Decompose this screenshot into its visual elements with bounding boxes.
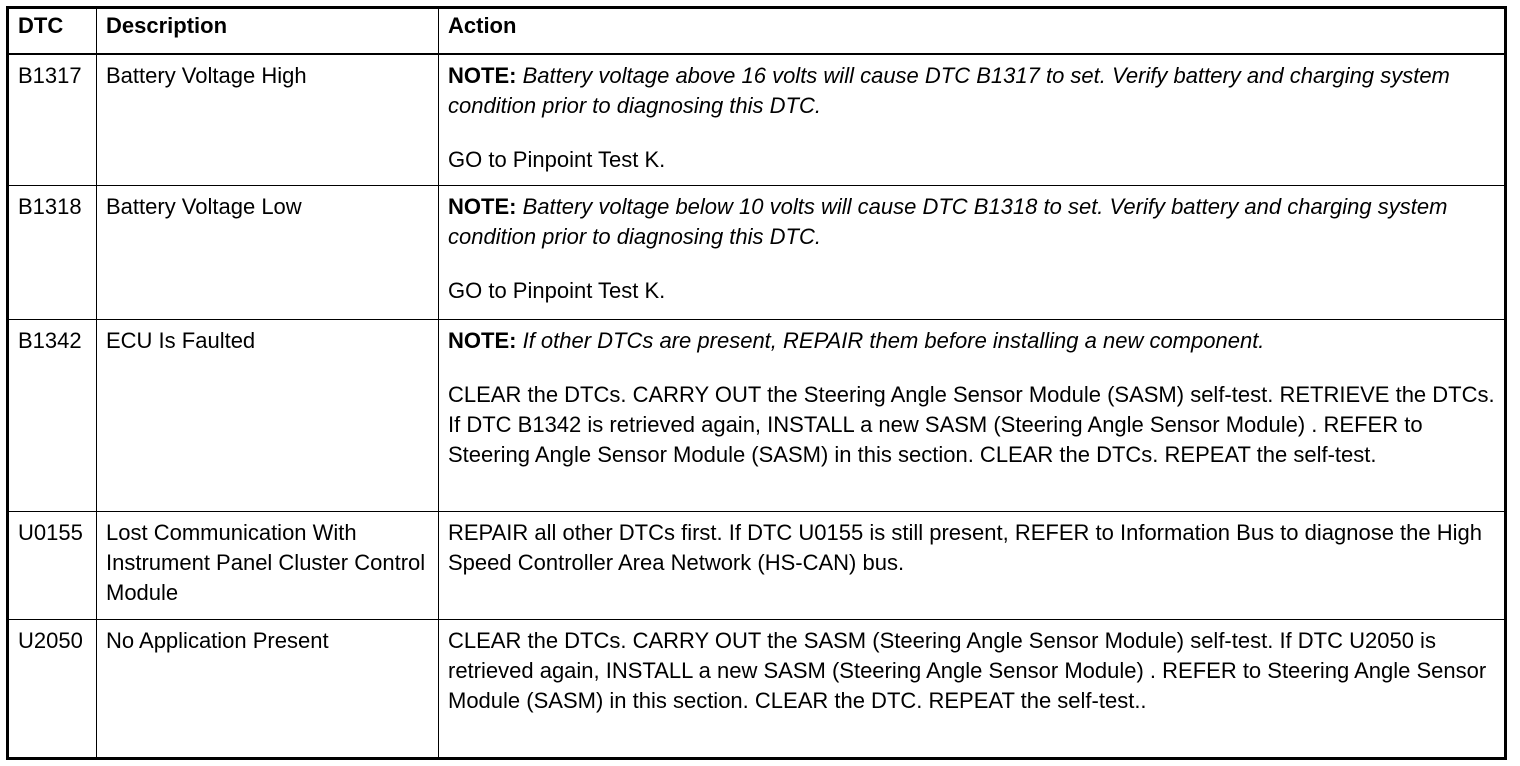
table-row xyxy=(8,54,1506,186)
dtc-description: No Application Present xyxy=(97,620,439,759)
note-text: Battery voltage below 10 volts will cause DTC B1318 to set. Verify battery and charging system condition prior to diagnosing this DTC. xyxy=(448,194,1448,249)
note-label: NOTE: xyxy=(448,194,517,219)
header-description: Description xyxy=(97,8,439,54)
action-text: REPAIR all other DTCs first. If DTC U0155 is still present, REFER to Information Bus to diagnose the High Speed Controller Area Network (HS-CAN) bus. xyxy=(448,520,1482,575)
note-label: NOTE: xyxy=(448,62,517,88)
note-label: NOTE: xyxy=(448,328,517,353)
action-cell xyxy=(439,512,1506,620)
dtc-description: Lost Communication With Instrument Panel Cluster Control Module xyxy=(97,512,439,620)
action-text: GO to Pinpoint Test K. xyxy=(448,278,666,303)
dtc-description: Battery Voltage Low xyxy=(97,186,439,320)
dtc-description: Battery Voltage High xyxy=(97,54,439,186)
dtc-code: U2050 xyxy=(8,620,97,759)
action-cell xyxy=(439,186,1506,320)
action-cell xyxy=(439,320,1506,512)
dtc-code: B1317 xyxy=(8,54,97,186)
action-text: CLEAR the DTCs. CARRY OUT the SASM (Steering Angle Sensor Module) self-test. If DTC U2050 is retrieved again, INSTALL a new SASM (Steering Angle Sensor Module) . REFER to Steering Angle Sensor Module (SASM) in this section. CLEAR the DTC. REPEAT the self-test.. xyxy=(448,628,1487,713)
table-header-row xyxy=(8,8,1506,54)
dtc-description: ECU Is Faulted xyxy=(97,320,439,512)
dtc-code: U0155 xyxy=(8,512,97,620)
header-dtc: DTC xyxy=(8,8,97,54)
header-action: Action xyxy=(439,8,1506,54)
note-text: Battery voltage above 16 volts will cause DTC B1317 to set. Verify battery and charging system condition prior to diagnosing this DTC. xyxy=(448,62,1450,118)
note xyxy=(448,192,1496,252)
dtc-code: B1342 xyxy=(8,320,97,512)
table-row xyxy=(8,620,1506,759)
dtc-code: B1318 xyxy=(8,186,97,320)
action-text: GO to Pinpoint Test K. xyxy=(448,146,666,172)
note xyxy=(448,326,1496,356)
note-text: If other DTCs are present, REPAIR them before installing a new component. xyxy=(522,328,1265,353)
action-text: CLEAR the DTCs. CARRY OUT the Steering Angle Sensor Module (SASM) self-test. RETRIEVE the DTCs. If DTC B1342 is retrieved again, INSTALL a new SASM (Steering Angle Sensor Module) . REFER to Steering Angle Sensor Module (SASM) in this section. CLEAR the DTCs. REPEAT the self-test. xyxy=(448,382,1495,467)
table-row xyxy=(8,320,1506,512)
dtc-table xyxy=(6,6,1507,760)
note xyxy=(448,61,1496,121)
action-cell xyxy=(439,620,1506,759)
action-cell xyxy=(439,54,1506,186)
table-row xyxy=(8,186,1506,320)
table-row xyxy=(8,512,1506,620)
